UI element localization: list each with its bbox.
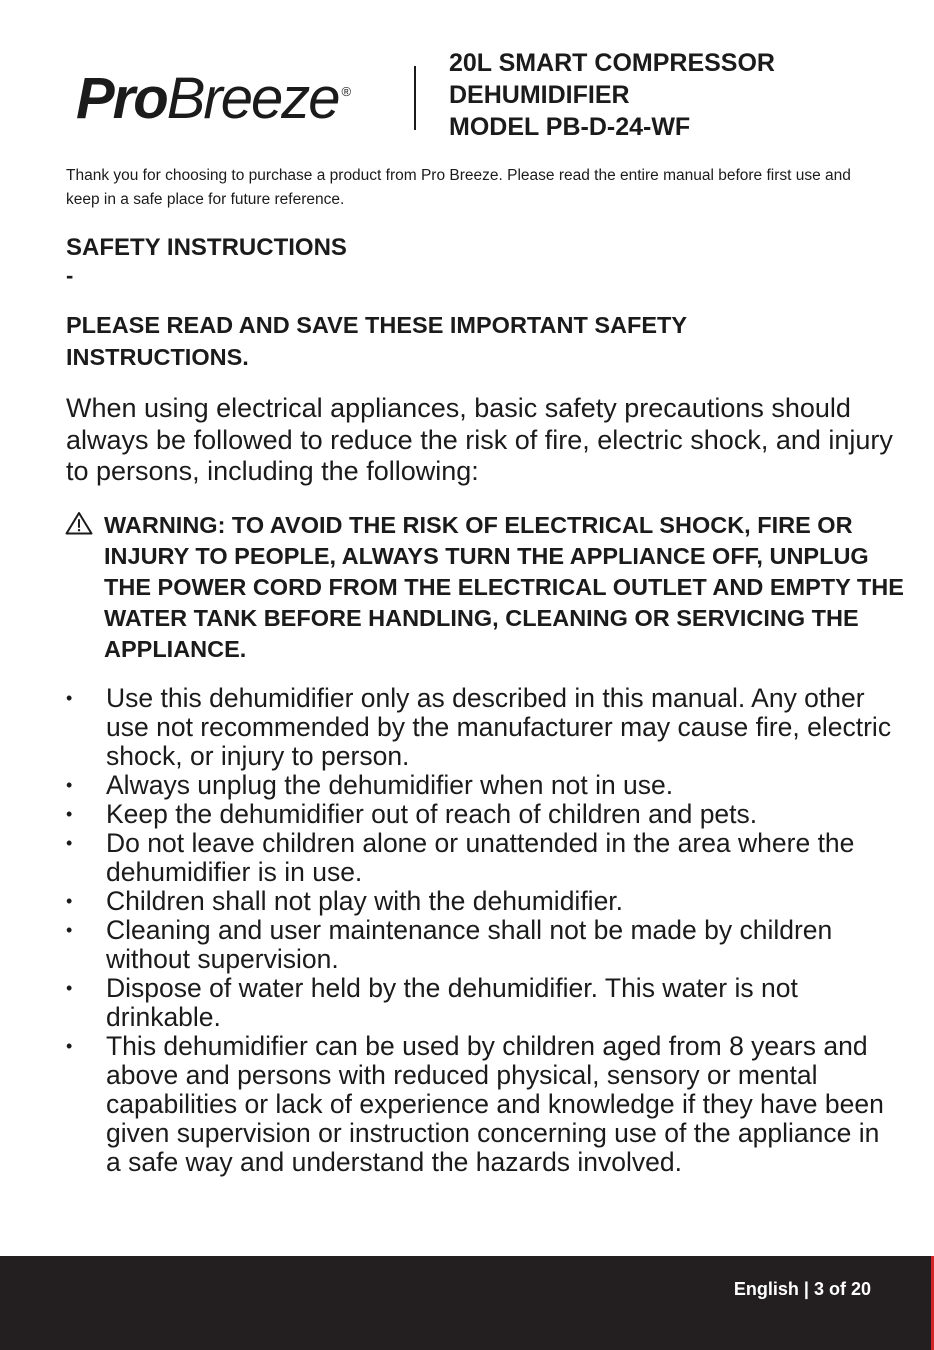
heading-dash: - — [66, 263, 74, 288]
list-item-text: This dehumidifier can be used by children aged from 8 years and above and persons with reduced physical, sensory or mental capabilities or lack of experience and knowledge if they have been given supervision or instruction concerning use of the appliance in a safe way and understand the hazards involved. — [106, 1031, 884, 1177]
bullet-dot: • — [66, 833, 73, 853]
list-item — [66, 829, 896, 887]
bullet-dot: • — [66, 978, 73, 998]
list-item — [66, 800, 896, 829]
bullet-dot: • — [66, 775, 73, 795]
footer-page-number: 3 of 20 — [813, 1279, 871, 1299]
list-item — [66, 1032, 896, 1177]
intro-paragraph: Thank you for choosing to purchase a product from Pro Breeze. Please read the entire manual before first use and keep in a safe place for future reference. — [66, 167, 851, 208]
product-model: MODEL PB-D-24-WF — [449, 113, 691, 141]
list-item-text: Cleaning and user maintenance shall not be made by children without supervision. — [106, 915, 833, 974]
bullet-dot: • — [66, 891, 73, 911]
bullet-dot: • — [66, 1036, 73, 1056]
footer-bar — [0, 1256, 934, 1350]
bullet-dot: • — [66, 804, 73, 824]
logo-breeze-text: Breeze — [166, 66, 339, 131]
list-item-text: Use this dehumidifier only as described in this manual. Any other use not recommended by the manufacturer may cause fire, electric shock, or injury to person. — [106, 683, 892, 771]
logo-pro-text: Pro — [76, 66, 167, 131]
product-title-line1: 20L SMART COMPRESSOR — [449, 49, 775, 77]
list-item-text: Children shall not play with the dehumidifier. — [106, 886, 624, 916]
please-read-heading: PLEASE READ AND SAVE THESE IMPORTANT SAFETY INSTRUCTIONS. — [66, 312, 687, 370]
warning-triangle-icon — [65, 511, 93, 535]
product-title-line2: DEHUMIDIFIER — [449, 81, 630, 109]
footer-separator: | — [803, 1279, 809, 1299]
list-item-text: Always unplug the dehumidifier when not in use. — [106, 770, 674, 800]
safety-bullet-list — [66, 684, 896, 1177]
list-item — [66, 974, 896, 1032]
lead-paragraph: When using electrical appliances, basic safety precautions should always be followed to reduce the risk of fire, electric shock, and injury to persons, including the following: — [66, 393, 893, 486]
list-item — [66, 916, 896, 974]
safety-heading: SAFETY INSTRUCTIONS — [66, 234, 347, 261]
bullet-dot: • — [66, 920, 73, 940]
brand-logo — [76, 64, 351, 134]
warning-text: WARNING: TO AVOID THE RISK OF ELECTRICAL SHOCK, FIRE OR INJURY TO PEOPLE, ALWAYS TURN THE APPLIANCE OFF, UNPLUG THE POWER CORD FROM THE ELECTRICAL OUTLET AND EMPTY THE WATER TANK BEFORE HANDLING, CLEANING OR SERVICING THE APPLIANCE. — [104, 512, 904, 662]
registered-mark: ® — [341, 84, 352, 99]
page-indicator — [734, 1279, 871, 1300]
footer-language: English — [733, 1279, 799, 1299]
list-item-text: Dispose of water held by the dehumidifier. This water is not drinkable. — [106, 973, 798, 1032]
list-item — [66, 771, 896, 800]
product-title — [449, 47, 909, 143]
list-item-text: Do not leave children alone or unattended in the area where the dehumidifier is in use. — [106, 828, 855, 887]
list-item — [66, 887, 896, 916]
list-item-text: Keep the dehumidifier out of reach of children and pets. — [106, 799, 758, 829]
header-divider — [414, 66, 416, 130]
bullet-dot: • — [66, 688, 73, 708]
list-item — [66, 684, 896, 771]
